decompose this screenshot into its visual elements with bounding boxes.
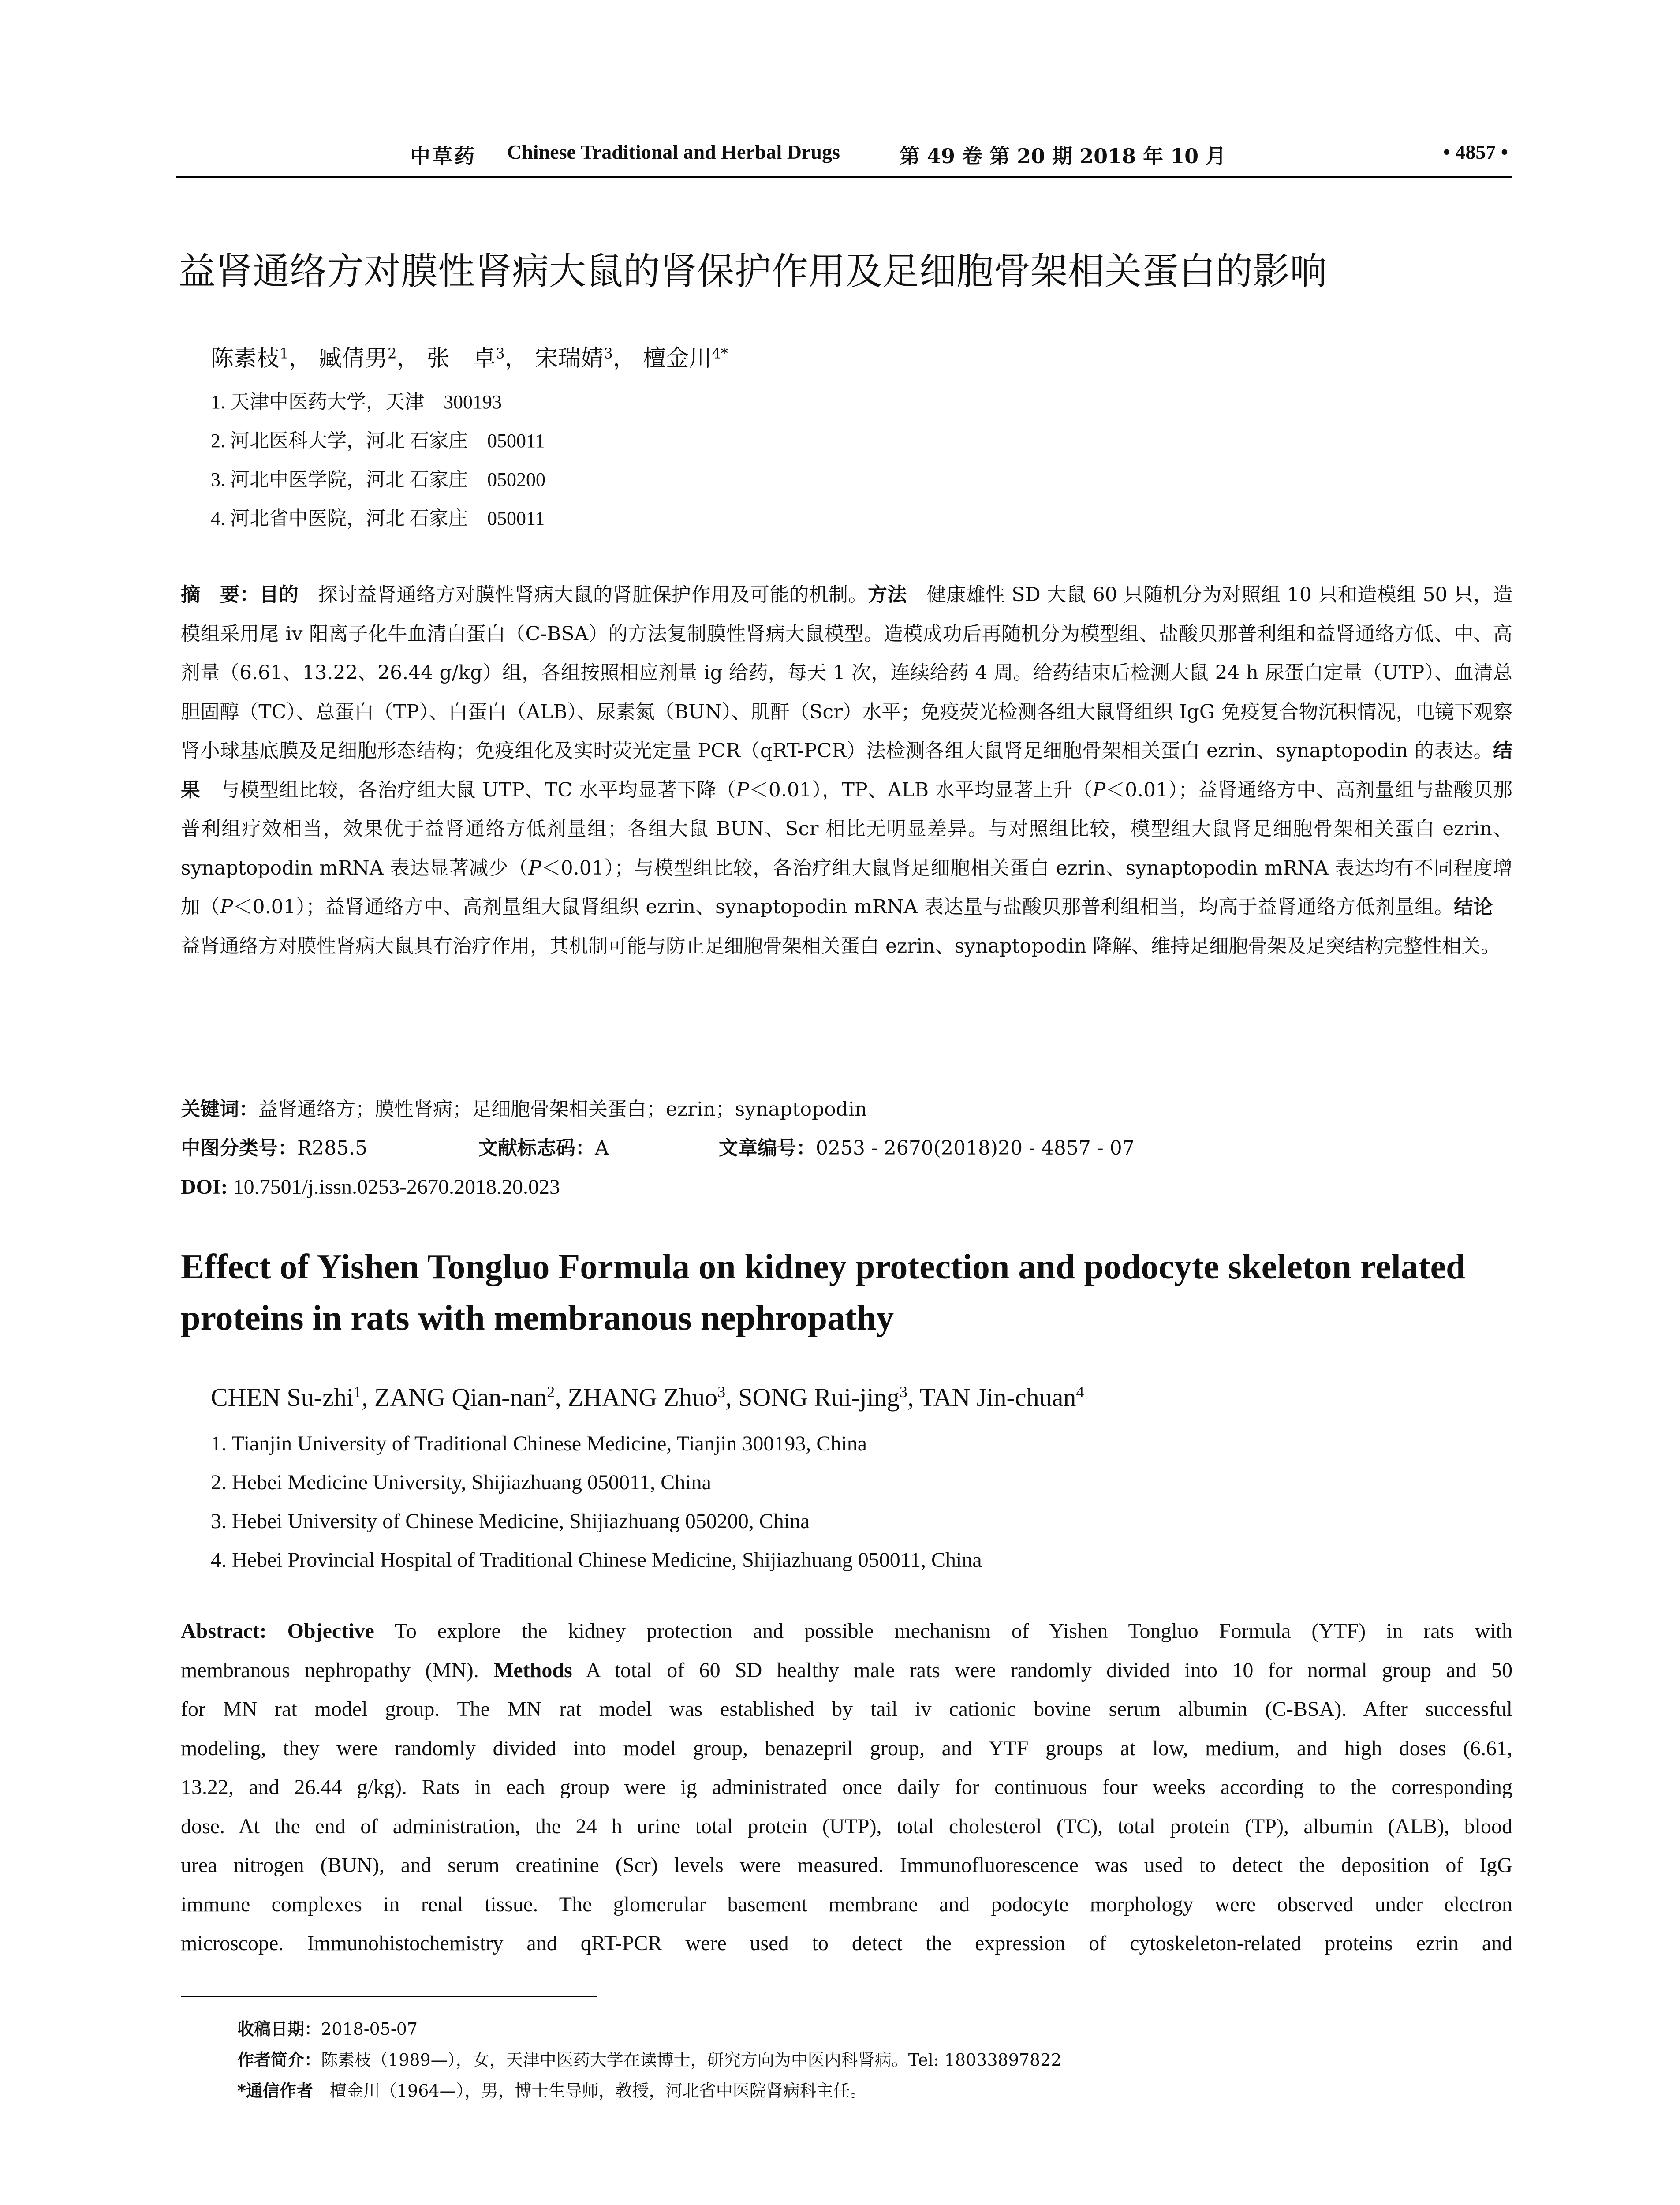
author-sup: 3 <box>899 1383 907 1401</box>
article-no-label: 文章编号： <box>719 1137 816 1159</box>
keywords-text: 益肾通络方；膜性肾病；足细胞骨架相关蛋白；ezrin；synaptopodin <box>258 1098 867 1121</box>
affiliation-cn: 1. 天津中医药大学，天津 300193 <box>211 391 502 413</box>
abstract-line: immune complexes in renal tissue. The glomerular basement membrane and podocyte morphology were observed under electron <box>181 1892 1512 1916</box>
results-label: 结果 <box>181 740 1512 801</box>
doc-code-row <box>478 1129 609 1168</box>
affiliation-en: 2. Hebei Medicine University, Shijiazhuang 050011, China <box>211 1471 711 1494</box>
abstract-label: Abstract: Objective <box>181 1619 374 1643</box>
affiliation-en: 1. Tianjin University of Traditional Chinese Medicine, Tianjin 300193, China <box>211 1432 867 1455</box>
author-name: 宋瑞婧 <box>535 345 604 372</box>
journal-name-cn: 中草药 <box>410 144 476 168</box>
affiliation-cn: 4. 河北省中医院，河北 石家庄 050011 <box>211 508 545 529</box>
footnote-text: 檀金川（1964—），男，博士生导师，教授，河北省中医院肾病科主任。 <box>313 2081 867 2100</box>
methods-label: Methods <box>493 1658 572 1682</box>
affiliation-cn: 2. 河北医科大学，河北 石家庄 050011 <box>211 430 545 452</box>
abstract-label: 摘 要： <box>181 583 260 606</box>
article-no-row <box>719 1129 1135 1168</box>
footnote-author <box>237 2046 1062 2070</box>
doi-value: 10.7501/j.issn.0253-2670.2018.20.023 <box>228 1175 560 1199</box>
author-sep: , <box>907 1383 920 1412</box>
abstract-text: A total of 60 SD healthy male rats were randomly divided into 10 for normal group and 50 <box>572 1658 1513 1682</box>
abstract-line: microscope. Immunohistochemistry and qRT-PCR were used to detect the expression of cytoskeleton-related proteins ezrin and <box>181 1932 1512 1955</box>
footnote-text: 陈素枝（1989—），女，天津中医药大学在读博士，研究方向为中医内科肾病。Tel: 18033897822 <box>321 2050 1062 2070</box>
abstract-line: for MN rat model group. The MN rat model was established by tail iv cationic bovine serum albumin (C-BSA). After successful <box>181 1697 1512 1721</box>
abstract-line: modeling, they were randomly divided into model group, benazepril group, and YTF groups at low, medium, and high doses (6.61, <box>181 1736 1512 1760</box>
authors-cn: 陈素枝$^1$， 臧倩男$^2$， 张 卓$^3$， 宋瑞婧$^3$， 檀金川$^{4*}$ <box>211 345 728 372</box>
conclusion-text: 益肾通络方对膜性肾病大鼠具有治疗作用，其机制可能与防止足细胞骨架相关蛋白 ezrin、synaptopodin 降解、维持足细胞骨架及足突结构完整性相关。 <box>181 896 1513 957</box>
journal-name-en: Chinese Traditional and Herbal Drugs <box>507 141 840 163</box>
author-name: 陈素枝 <box>211 345 280 372</box>
affiliation-en: 4. Hebei Provincial Hospital of Traditional Chinese Medicine, Shijiazhuang 050011, China <box>211 1548 982 1572</box>
abstract-line <box>181 1651 1512 1690</box>
footnote-rule <box>181 1996 597 1997</box>
abstract-cn <box>181 576 1512 966</box>
author-sup: 1 <box>280 345 289 362</box>
footnote-text: 2018-05-07 <box>321 2019 418 2039</box>
abstract-line <box>181 1612 1512 1651</box>
footnote-corresponding <box>237 2077 867 2101</box>
doc-code-label: 文献标志码： <box>478 1137 595 1159</box>
author-name: CHEN Su-zhi <box>211 1383 354 1412</box>
keywords-label: 关键词： <box>181 1098 258 1121</box>
title-en: Effect of Yishen Tongluo Formula on kidney protection and podocyte skeleton related proteins in rats with membranous nephropathy <box>181 1248 1466 1338</box>
issue-info: 第 49 卷 第 20 期 2018 年 10 月 <box>900 144 1226 168</box>
author-sup: 4* <box>712 345 728 362</box>
objective-label: 目的 <box>259 583 299 606</box>
page-number: • 4857 • <box>1443 141 1508 163</box>
results-text: ＜0.01）；益肾通络方中、高剂量组大鼠肾组织 ezrin、synaptopodin mRNA 表达量与盐酸贝那普利组相当，均高于益肾通络方低剂量组。 <box>233 896 1454 918</box>
author-name: 臧倩男 <box>319 345 388 372</box>
footnote-label: 收稿日期： <box>237 2019 321 2039</box>
doi-label: DOI: <box>181 1175 228 1199</box>
author-sep: , <box>725 1383 739 1412</box>
results-text: ＜0.01）；益肾通络方中、高剂量组与盐酸贝那普利组疗效相当，效果优于益肾通络方低剂量组；各组大鼠 BUN、Scr 相比无明显差异。与对照组比较，模型组大鼠肾足细胞骨架相关蛋白 ezrin、synaptopodin mRNA 表达显著减少（ <box>181 778 1512 879</box>
author-name: 张 卓 <box>427 345 496 372</box>
clc-value: R285.5 <box>297 1137 368 1159</box>
methods-text: 健康雄性 SD 大鼠 60 只随机分为对照组 10 只和造模组 50 只，造模组采用尾 iv 阳离子化牛血清白蛋白（C-BSA）的方法复制膜性肾病大鼠模型。造模成功后再随机分为模型组、盐酸贝那普利组和益肾通络方低、中、高剂量（6.61、13.22、26.44 g/kg）组，各组按照相应剂量 ig 给药，每天 1 次，连续给药 4 周。给药结束后检测大鼠 24 h 尿蛋白定量（UTP）、血清总胆固醇（TC）、总蛋白（TP）、白蛋白（ALB）、尿素氮（BUN）、肌酐（Scr）水平；免疫荧光检测各组大鼠肾组织 IgG 免疫复合物沉积情况，电镜下观察肾小球基底膜及足细胞形态结构；免疫组化及实时荧光定量 PCR（qRT-PCR）法检测各组大鼠肾足细胞骨架相关蛋白 ezrin、synaptopodin 的表达。 <box>181 583 1513 762</box>
author-sep: , <box>555 1383 568 1412</box>
abstract-text: To explore the kidney protection and possible mechanism of Yishen Tongluo Formula (YTF) in rats with <box>374 1619 1512 1643</box>
results-text: ＜0.01），TP、ALB 水平均显著上升（ <box>749 778 1093 801</box>
author-name: ZHANG Zhuo <box>567 1383 718 1412</box>
author-sup: 3 <box>717 1383 726 1401</box>
header-rule <box>176 176 1512 178</box>
author-name: TAN Jin-chuan <box>919 1383 1076 1412</box>
p-value-symbol: P <box>1092 778 1106 801</box>
affiliation-cn: 3. 河北中医学院，河北 石家庄 050200 <box>211 469 545 490</box>
doi-row <box>181 1168 1512 1207</box>
authors-en <box>211 1383 1084 1412</box>
footnote-label: *通信作者 <box>237 2081 313 2100</box>
abstract-en <box>181 1612 1512 1963</box>
clc-label: 中图分类号： <box>181 1137 297 1159</box>
title-cn: 益肾通络方对膜性肾病大鼠的肾保护作用及足细胞骨架相关蛋白的影响 <box>179 250 1327 293</box>
affiliation-en: 3. Hebei University of Chinese Medicine, Shijiazhuang 050200, China <box>211 1510 810 1533</box>
author-sup: 3 <box>496 345 505 362</box>
author-sup: 3 <box>604 345 613 362</box>
author-name: 檀金川 <box>643 345 712 372</box>
results-text: 与模型组比较，各治疗组大鼠 UTP、TC 水平均显著下降（ <box>200 778 736 801</box>
abstract-line: urea nitrogen (BUN), and serum creatinine (Scr) levels were measured. Immunofluorescence was used to detect the deposition of IgG <box>181 1854 1512 1877</box>
abstract-line: 13.22, and 26.44 g/kg). Rats in each group were ig administrated once daily for continuous four weeks according to the corresponding <box>181 1775 1512 1799</box>
p-value-symbol: P <box>736 778 749 801</box>
footnote-label: 作者简介： <box>237 2050 321 2070</box>
doc-code-value: A <box>595 1137 609 1159</box>
author-sup: 4 <box>1076 1383 1084 1401</box>
author-sup: 2 <box>388 345 397 362</box>
article-no-value: 0253 - 2670(2018)20 - 4857 - 07 <box>816 1137 1135 1159</box>
author-sup: 2 <box>547 1383 555 1401</box>
abstract-text: membranous nephropathy (MN). <box>181 1658 494 1682</box>
abstract-line: dose. At the end of administration, the 24 h urine total protein (UTP), total cholesterol (TC), total protein (TP), albumin (ALB), blood <box>181 1814 1512 1838</box>
classification-row <box>181 1129 367 1168</box>
running-header <box>176 140 1512 167</box>
conclusion-label: 结论 <box>1454 896 1493 918</box>
author-sep: , <box>361 1383 374 1412</box>
methods-label: 方法 <box>868 583 907 606</box>
author-name: SONG Rui-jing <box>738 1383 900 1412</box>
p-value-symbol: P <box>220 896 233 918</box>
keywords-cn <box>181 1090 1512 1129</box>
author-sup: 1 <box>353 1383 362 1401</box>
p-value-symbol: P <box>528 856 541 879</box>
results-text: ＜0.01）；与模型组比较，各治疗组大鼠肾足细胞相关蛋白 ezrin、synaptopodin mRNA 表达均有不同程度增加（ <box>181 856 1512 918</box>
author-name: ZANG Qian-nan <box>374 1383 547 1412</box>
objective-text: 探讨益肾通络方对膜性肾病大鼠的肾脏保护作用及可能的机制。 <box>299 583 868 606</box>
footnote-received <box>237 2015 418 2040</box>
